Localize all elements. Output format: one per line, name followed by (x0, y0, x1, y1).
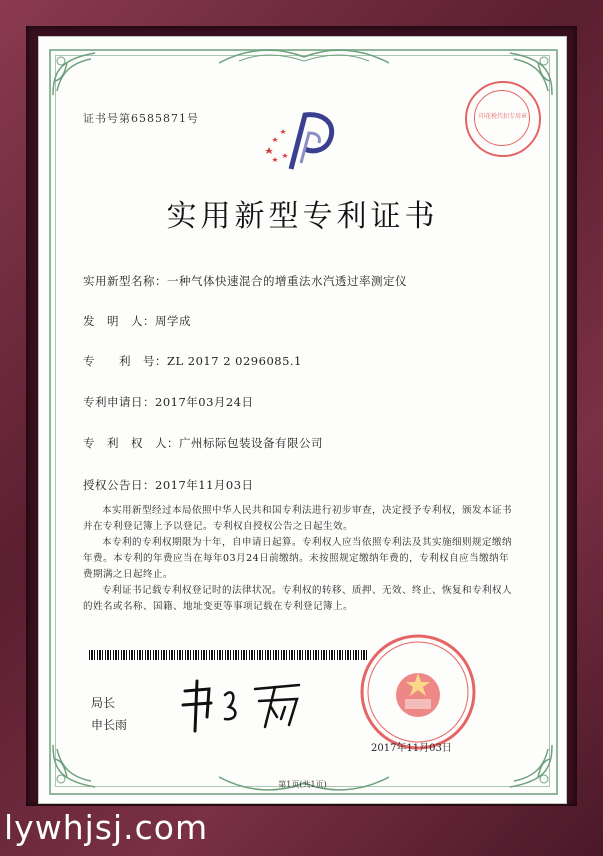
director-signature (179, 677, 309, 733)
tax-stamp-text: 印花税代扣专用章 (478, 113, 527, 120)
tax-stamp-seal (465, 81, 541, 157)
top-ornament-icon (219, 45, 389, 67)
paragraph-legal-status: 专利证书记载专利权登记时的法律状况。专利权的转移、质押、无效、终止、恢复和专利权人的姓名或名称、国籍、地址变更等事项记载在专利登记簿上。 (83, 585, 513, 612)
inventor: 发 明 人：周学成 (83, 314, 191, 328)
barcode (89, 650, 369, 660)
director-name: 申长雨 (91, 718, 128, 732)
page-number: 第1页(共1页) (278, 780, 327, 789)
certificate-title: 实用新型专利证书 (166, 199, 439, 234)
national-emblem-seal-icon (359, 633, 477, 751)
director-title: 局长 (91, 696, 116, 710)
grant-announcement-date: 授权公告日：2017年11月03日 (83, 478, 254, 492)
stamp-date: 2017年11月03日 (371, 743, 452, 754)
utility-model-name: 实用新型名称：一种气体快速混合的增重法水汽透过率测定仪 (83, 274, 407, 288)
corner-ornament-icon (51, 51, 97, 97)
certificate-paper (38, 36, 567, 804)
certificate-number: 证书号第6585871号 (83, 112, 199, 125)
patentee: 专 利 权 人：广州标际包装设备有限公司 (83, 436, 323, 450)
application-date: 专利申请日：2017年03月24日 (83, 395, 254, 409)
paragraph-term: 本专利的专利权期限为十年，自申请日起算。专利权人应当依照专利法及其实施细则规定缴纳年费。本专利的年费应当在每年03月24日前缴纳。未按照规定缴纳年费的，专利权自应当缴纳年费期满之日起终止。 (83, 537, 513, 580)
paragraph-grant: 本实用新型经过本局依照中华人民共和国专利法进行初步审查，决定授予专利权，颁发本证书并在专利登记簿上予以登记。专利权自授权公告之日起生效。 (83, 505, 513, 532)
sipo-logo-icon (261, 107, 341, 173)
patent-number: 专 利 号：ZL 2017 2 0296085.1 (83, 354, 302, 368)
watermark: lywhjsj.com (4, 808, 209, 847)
